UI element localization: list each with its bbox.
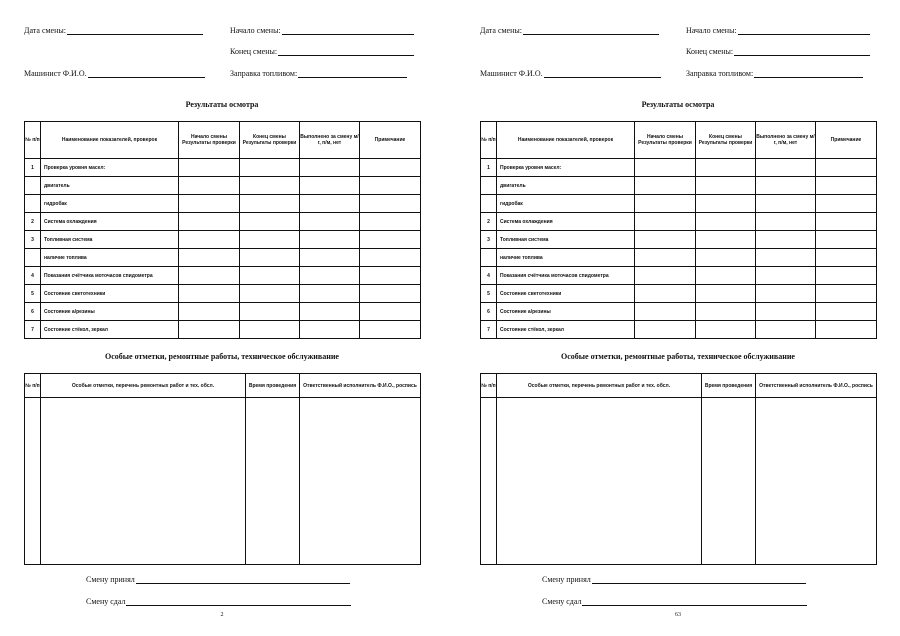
cell-end[interactable] [240,213,300,231]
row-number: 2 [25,213,41,231]
shift-start-label: Начало смены: [230,26,281,35]
cell-start[interactable] [635,303,696,321]
table-row [25,159,421,177]
col-note: Примечание [816,122,877,159]
row-name: Показания счётчика моточасов спидометра [41,267,179,285]
table-row [481,213,877,231]
cell-responsible[interactable] [756,398,877,565]
maintenance-title: Особые отметки, ремонтные работы, техническое обслуживание [561,352,795,361]
cell-done[interactable] [756,267,816,285]
inspection-table [24,121,421,339]
cell-end[interactable] [696,231,756,249]
cell-note[interactable] [816,303,877,321]
cell-start[interactable] [179,303,240,321]
refuel-label: Заправка топливом: [230,69,298,78]
refuel-label: Заправка топливом: [686,69,754,78]
table-row [25,195,421,213]
accepted-field[interactable] [542,575,806,584]
cell-done[interactable] [300,231,360,249]
cell-start[interactable] [179,231,240,249]
maintenance-body-row [481,398,877,565]
accepted-field[interactable] [86,575,350,584]
cell-done[interactable] [756,195,816,213]
row-name: Система охлаждения [497,213,635,231]
col-start-result: Начало смены Результаты проверки [635,122,696,159]
inspection-title: Результаты осмотра [185,100,259,109]
col-responsible: Ответственный исполнитель Ф.И.О., роспись [300,374,421,398]
accepted-label: Смену принял [86,575,135,584]
cell-note[interactable] [360,177,421,195]
shift-start-label: Начало смены: [686,26,737,35]
cell-start[interactable] [179,321,240,339]
row-number [481,249,497,267]
table-row [481,195,877,213]
refuel-field[interactable] [230,69,407,78]
col-time: Время проведения [702,374,756,398]
cell-start[interactable] [179,177,240,195]
inspection-header-row [25,122,421,159]
cell-done[interactable] [756,231,816,249]
driver-field[interactable] [480,69,661,78]
shift-start-field[interactable] [686,26,870,35]
table-row [481,177,877,195]
row-number: 1 [481,159,497,177]
row-number: 4 [481,267,497,285]
shift-date-label: Дата смены: [24,26,66,35]
table-row [481,267,877,285]
col-number: № п/п [481,374,497,398]
cell-description[interactable] [41,398,246,565]
row-number: 3 [481,231,497,249]
row-name: двигатель [41,177,179,195]
col-end-result: Конец смены Результаты проверки [240,122,300,159]
shift-end-label: Конец смены: [230,47,278,56]
maintenance-header-row [25,374,421,398]
handed-field[interactable] [86,597,351,606]
row-name: Состояние стёкол, зеркал [41,321,179,339]
cell-description[interactable] [497,398,702,565]
maintenance-title: Особые отметки, ремонтные работы, техническое обслуживание [105,352,339,361]
driver-label: Машинист Ф.И.О. [24,69,87,78]
row-name: Состояние а/резины [41,303,179,321]
shift-date-field[interactable] [480,26,659,35]
cell-note[interactable] [816,231,877,249]
cell-done[interactable] [300,195,360,213]
row-number [25,177,41,195]
col-end-result: Конец смены Результаты проверки [696,122,756,159]
cell-start[interactable] [635,213,696,231]
cell-start[interactable] [179,267,240,285]
row-number: 1 [25,159,41,177]
table-row [481,321,877,339]
col-start-result: Начало смены Результаты проверки [179,122,240,159]
page-number: 2 [220,612,224,618]
table-row [25,303,421,321]
maintenance-body-row [25,398,421,565]
cell-time[interactable] [246,398,300,565]
row-number [481,177,497,195]
row-name: Состояние светотехники [41,285,179,303]
cell-start[interactable] [635,231,696,249]
table-row [25,213,421,231]
cell-done[interactable] [300,303,360,321]
cell-start[interactable] [179,159,240,177]
row-number: 5 [25,285,41,303]
cell-end[interactable] [240,303,300,321]
row-number: 5 [481,285,497,303]
cell-number[interactable] [481,398,497,565]
table-row [481,231,877,249]
inspection-title: Результаты осмотра [641,100,715,109]
cell-end[interactable] [696,177,756,195]
table-row [25,321,421,339]
shift-date-field[interactable] [24,26,203,35]
col-name: Наименование показателей, проверок [497,122,635,159]
col-responsible: Ответственный исполнитель Ф.И.О., роспись [756,374,877,398]
page-number: 63 [675,612,681,618]
row-number: 7 [481,321,497,339]
col-note: Примечание [360,122,421,159]
accepted-label: Смену принял [542,575,591,584]
cell-start[interactable] [635,321,696,339]
driver-field[interactable] [24,69,205,78]
cell-done[interactable] [756,321,816,339]
cell-note[interactable] [360,267,421,285]
row-name: Проверка уровня масел: [41,159,179,177]
row-number [25,195,41,213]
row-number: 4 [25,267,41,285]
table-row [25,177,421,195]
cell-end[interactable] [240,321,300,339]
cell-note[interactable] [360,213,421,231]
table-row [25,249,421,267]
row-name: двигатель [497,177,635,195]
cell-note[interactable] [816,267,877,285]
cell-time[interactable] [702,398,756,565]
cell-done[interactable] [756,249,816,267]
cell-end[interactable] [696,303,756,321]
cell-start[interactable] [635,267,696,285]
row-number [481,195,497,213]
shift-date-label: Дата смены: [480,26,522,35]
col-done: Выполнено за смену м/г, п/м, нет [300,122,360,159]
row-number: 6 [481,303,497,321]
cell-note[interactable] [360,303,421,321]
row-name: Система охлаждения [41,213,179,231]
row-name: Проверка уровня масел: [497,159,635,177]
row-name: гидробак [41,195,179,213]
shift-end-field[interactable] [686,47,870,56]
cell-end[interactable] [696,195,756,213]
cell-done[interactable] [756,303,816,321]
col-number: № п/п [481,122,497,159]
cell-end[interactable] [696,213,756,231]
table-row [25,231,421,249]
shift-end-field[interactable] [230,47,414,56]
maintenance-table [24,373,421,565]
cell-end[interactable] [240,177,300,195]
handed-label: Смену сдал [542,597,582,606]
cell-start[interactable] [179,285,240,303]
col-number: № п/п [25,374,41,398]
row-name: Состояние светотехники [497,285,635,303]
cell-end[interactable] [696,321,756,339]
cell-note[interactable] [816,213,877,231]
shift-end-label: Конец смены: [686,47,734,56]
cell-done[interactable] [756,159,816,177]
row-number: 6 [25,303,41,321]
cell-done[interactable] [300,159,360,177]
cell-start[interactable] [635,285,696,303]
cell-start[interactable] [179,249,240,267]
cell-note[interactable] [816,249,877,267]
row-name: наличие топлива [41,249,179,267]
col-done: Выполнено за смену м/г, п/м, нет [756,122,816,159]
handed-label: Смену сдал [86,597,126,606]
cell-end[interactable] [240,231,300,249]
table-row [481,159,877,177]
cell-done[interactable] [756,285,816,303]
cell-note[interactable] [360,285,421,303]
cell-note[interactable] [360,159,421,177]
cell-done[interactable] [300,213,360,231]
maintenance-header-row [481,374,877,398]
cell-start[interactable] [635,159,696,177]
shift-start-field[interactable] [230,26,414,35]
col-time: Время проведения [246,374,300,398]
table-row [25,285,421,303]
cell-end[interactable] [696,159,756,177]
cell-end[interactable] [240,267,300,285]
right-page [456,0,900,636]
col-description: Особые отметки, перечень ремонтных работ и тех. обсл. [497,374,702,398]
cell-start[interactable] [635,177,696,195]
col-name: Наименование показателей, проверок [41,122,179,159]
cell-end[interactable] [696,267,756,285]
cell-note[interactable] [816,285,877,303]
cell-end[interactable] [240,249,300,267]
row-number: 3 [25,231,41,249]
handed-field[interactable] [542,597,807,606]
table-row [481,249,877,267]
cell-end[interactable] [240,195,300,213]
cell-note[interactable] [816,159,877,177]
maintenance-table [480,373,877,565]
row-name: Топливная система [41,231,179,249]
cell-number[interactable] [25,398,41,565]
inspection-header-row [481,122,877,159]
row-number: 2 [481,213,497,231]
driver-label: Машинист Ф.И.О. [480,69,543,78]
row-number [25,249,41,267]
cell-end[interactable] [696,285,756,303]
cell-start[interactable] [635,195,696,213]
table-row [481,285,877,303]
cell-done[interactable] [300,321,360,339]
row-name: гидробак [497,195,635,213]
cell-end[interactable] [240,285,300,303]
row-name: Показания счётчика моточасов спидометра [497,267,635,285]
cell-note[interactable] [360,231,421,249]
row-name: наличие топлива [497,249,635,267]
cell-end[interactable] [240,159,300,177]
cell-done[interactable] [300,267,360,285]
cell-note[interactable] [360,195,421,213]
row-name: Топливная система [497,231,635,249]
col-number: № п/п [25,122,41,159]
cell-done[interactable] [300,285,360,303]
cell-note[interactable] [360,249,421,267]
cell-done[interactable] [756,213,816,231]
refuel-field[interactable] [686,69,863,78]
cell-start[interactable] [635,249,696,267]
cell-done[interactable] [300,249,360,267]
col-description: Особые отметки, перечень ремонтных работ и тех. обсл. [41,374,246,398]
table-row [25,267,421,285]
inspection-table [480,121,877,339]
cell-note[interactable] [816,177,877,195]
cell-note[interactable] [816,321,877,339]
cell-note[interactable] [816,195,877,213]
cell-end[interactable] [696,249,756,267]
cell-done[interactable] [300,177,360,195]
row-number: 7 [25,321,41,339]
row-name: Состояние а/резины [497,303,635,321]
cell-responsible[interactable] [300,398,421,565]
cell-start[interactable] [179,195,240,213]
cell-start[interactable] [179,213,240,231]
row-name: Состояние стёкол, зеркал [497,321,635,339]
cell-note[interactable] [360,321,421,339]
table-row [481,303,877,321]
cell-done[interactable] [756,177,816,195]
